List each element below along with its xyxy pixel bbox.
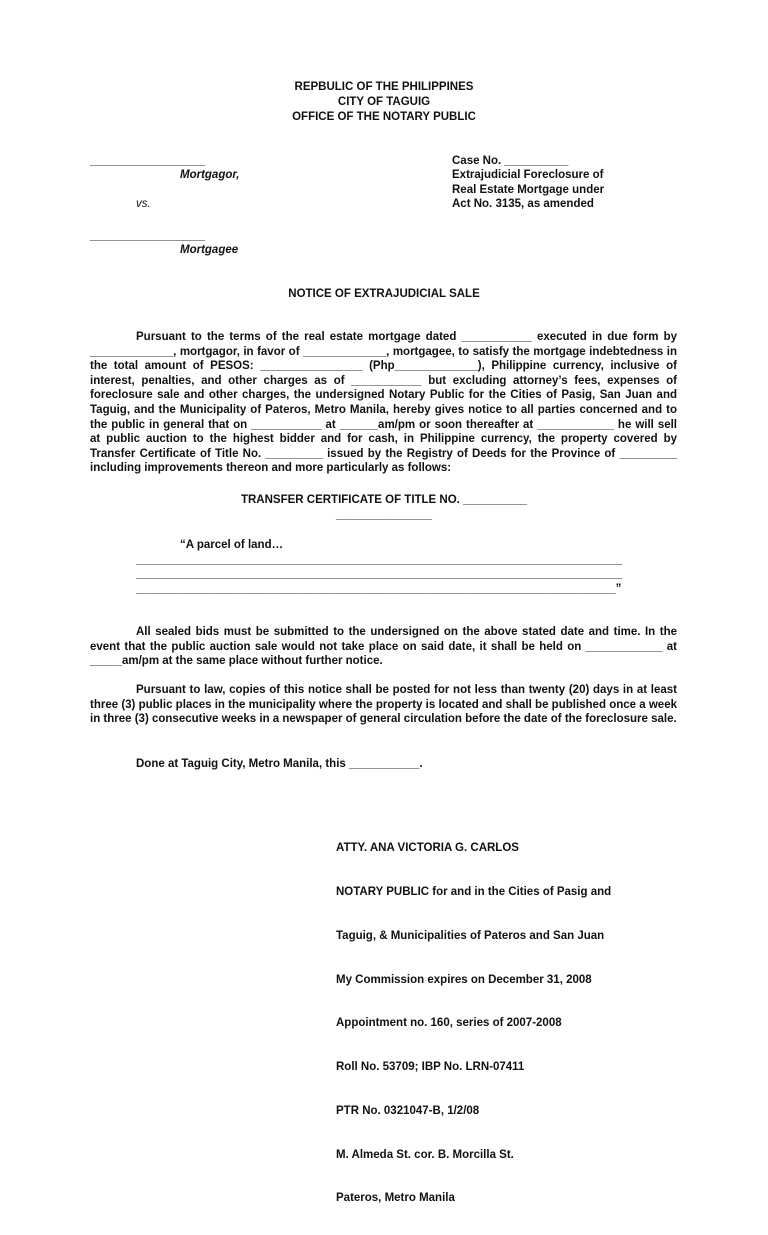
notary-name: ATTY. ANA VICTORIA G. CARLOS — [336, 842, 519, 855]
amount-blanks: ________________ (Php_____________) — [260, 360, 482, 373]
case-number: Case No. __________ — [452, 155, 569, 167]
notary-commission: My Commission expires on December 31, 2008 — [336, 973, 592, 986]
vs-label: vs. — [136, 198, 151, 210]
parcel-line-2: ____________________________________________________________________________ — [136, 568, 623, 580]
paragraph-2-part-c: at the same place without further notice. — [159, 655, 383, 668]
paragraph-mortgage-terms — [90, 330, 677, 476]
sale-time-blank: ______am/pm — [339, 418, 416, 431]
header-office: OFFICE OF THE NOTARY PUBLIC — [292, 111, 476, 123]
mortgagor-blank: __________________ — [90, 155, 206, 167]
case-description-3: Act No. 3135, as amended — [452, 198, 594, 210]
parcel-intro: “A parcel of land… — [180, 539, 284, 551]
notary-address-1: M. Almeda St. cor. B. Morcilla St. — [336, 1148, 514, 1161]
case-description-2: Real Estate Mortgage under — [452, 184, 605, 196]
header-city: CITY OF TAGUIG — [337, 96, 431, 108]
paragraph-1-part-a: Pursuant to the terms of the real estate mortgage dated ___________ executed in due form by _____________, mortgagor, in favor of _____________, mortgagee, to satisfy the mortgage indebtedness in the total amount of PESOS: — [90, 331, 677, 373]
header-republic: REPBULIC OF THE PHILIPPINES — [294, 81, 474, 93]
notary-jurisdiction-2: Taguig, & Municipalities of Pateros and San Juan — [336, 929, 605, 942]
notary-jurisdiction-1: NOTARY PUBLIC for and in the Cities of Pasig and — [336, 885, 612, 898]
notary-address-2: Pateros, Metro Manila — [336, 1192, 455, 1205]
paragraph-sealed-bids — [90, 625, 677, 669]
paragraph-1-part-c: , Philippine currency, inclusive of interest, penalties, and other charges as of ___________ but excluding attorney’s fees, expenses of foreclosure sale and other charges, the undersigned Notary Public for the Cities of Pasig, San Juan and Taguig, and the Municipality of Pateros, Metro Manila, hereby gives notice to all parties concerned and to the public in general that on ___________ at — [90, 360, 677, 431]
mortgagee-label: Mortgagee — [180, 244, 239, 256]
paragraph-posting: Pursuant to law, copies of this notice shall be posted for not less than twenty (20) days in at least three (3) public places in the municipality where the property is located and shall be published once a week in three (3) consecutive weeks in a newspaper of general circulation before the date of the foreclosure sale. — [90, 684, 677, 726]
notice-title: NOTICE OF EXTRAJUDICIAL SALE — [288, 288, 480, 300]
mortgagee-blank: __________________ — [90, 230, 206, 242]
tct-heading: TRANSFER CERTIFICATE OF TITLE NO. __________ — [240, 494, 528, 506]
paragraph-2-part-a: All sealed bids must be submitted to the undersigned on the above stated date and time. In the event that the public auction sale would not take place on said date, it shall be held on ____________ at — [90, 626, 677, 653]
notary-roll-number: Roll No. 53709; IBP No. LRN-07411 — [336, 1061, 525, 1074]
mortgagor-label: Mortgagor, — [180, 169, 240, 181]
paragraph-1-part-e: or soon thereafter at ____________ he will sell at public auction to the highest bidder and for cash, in Philippine currency, the property covered by Transfer Certificate of Title No. _________ issued by the Registry of Deeds for the Province of _________ including improvements thereon and more particularly as follows: — [90, 418, 677, 475]
tct-blank: _______________ — [336, 509, 432, 521]
parcel-line-1: ____________________________________________________________________________ — [136, 554, 623, 566]
case-description-1: Extrajudicial Foreclosure of — [452, 169, 604, 181]
notary-ptr-number: PTR No. 0321047-B, 1/2/08 — [336, 1104, 480, 1117]
paragraph-done-at: Done at Taguig City, Metro Manila, this ___________. — [136, 758, 423, 770]
parcel-line-3: ___________________________________________________________________________” — [136, 583, 622, 595]
notary-appointment: Appointment no. 160, series of 2007-2008 — [336, 1017, 562, 1030]
alternate-time-blank: _____am/pm — [90, 655, 160, 668]
